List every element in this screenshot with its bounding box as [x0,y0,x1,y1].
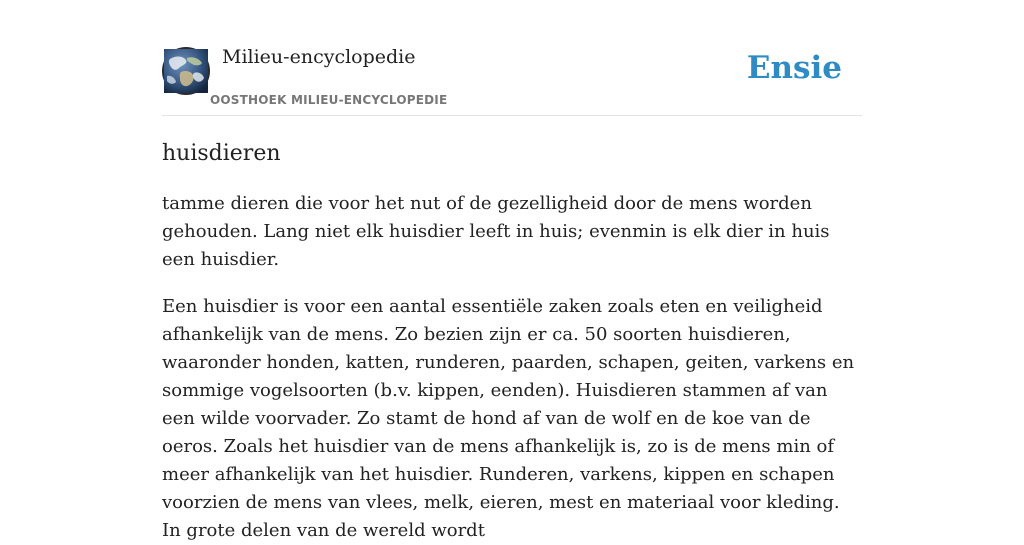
article-paragraph-body: Een huisdier is voor een aantal essentiële zaken zoals eten en veiligheid afhankelijk van de mens. Zo bezien zijn er ca. 50 soorten huisdieren, waaronder honden, katten, runderen, paarden, schapen, geiten, varkens en sommige vogelsoorten (b.v. kippen, eenden). Huisdieren stammen af van een wilde voorvader. Zo stamt de hond af van de wolf en de koe van de oeros. Zoals het huisdier van de mens afhankelijk is, zo is de mens min of meer afhankelijk van het huisdier. Runderen, varkens, kippen en schapen voorzien de mens van vlees, melk, eieren, mest en materiaal voor kleding. In grote delen van de wereld wordt [162,296,855,541]
article-term: huisdieren [162,141,281,166]
article-paragraph-definition: tamme dieren die voor het nut of de gezelligheid door de mens worden gehouden. Lang niet elk huisdier leeft in huis; evenmin is elk dier in huis een huisdier. [162,193,830,270]
source-title-link[interactable]: Milieu-encyclopedie [222,46,416,68]
page-header [162,46,862,116]
article-content [162,137,862,545]
source-subtitle: OOSTHOEK MILIEU-ENCYCLOPEDIE [210,93,448,107]
ensie-logo[interactable]: Ensie [746,50,842,86]
earth-globe-icon[interactable] [162,47,210,95]
